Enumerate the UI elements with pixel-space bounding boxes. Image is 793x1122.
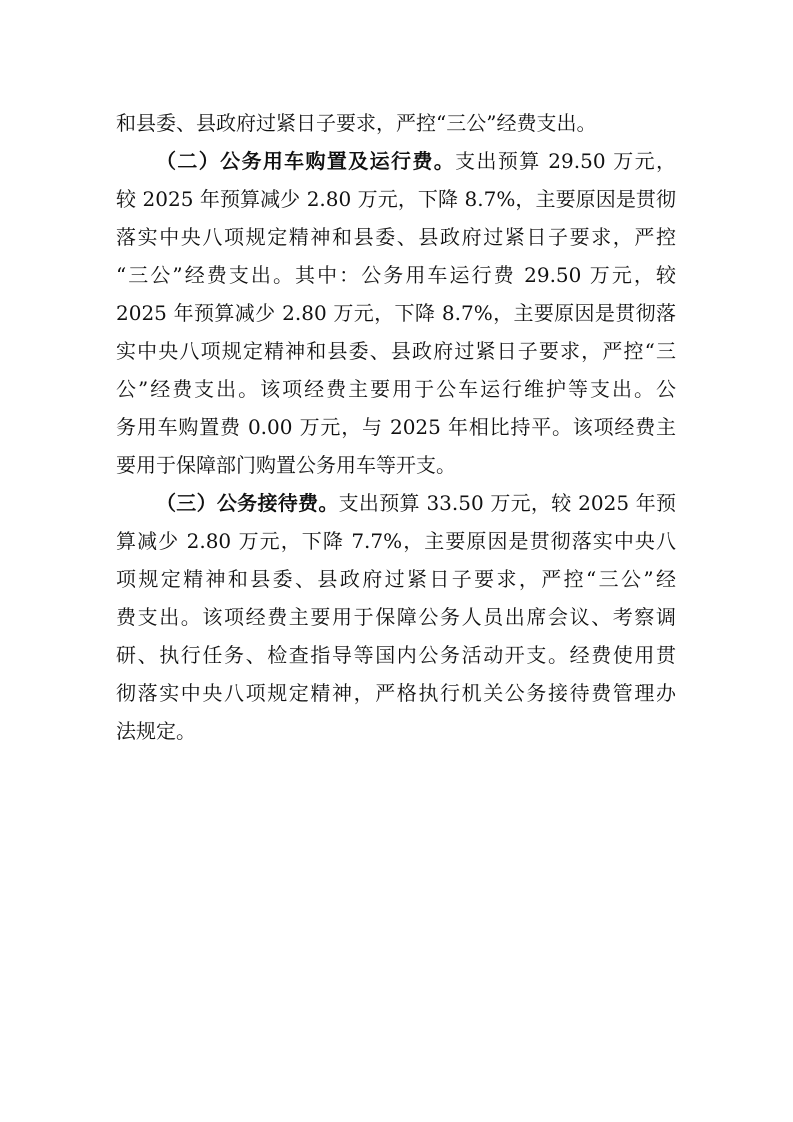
text-line: 实中央八项规定精神和县委、县政府过紧日子要求，严控“三 [116, 339, 676, 363]
text-line: 研、执行任务、检查指导等国内公务活动开支。经费使用贯 [116, 643, 676, 667]
text-line: 费支出。该项经费主要用于保障公务人员出席会议、考察调 [116, 605, 676, 629]
text-line: 要用于保障部门购置公务用车等开支。 [116, 453, 456, 477]
text-line [116, 484, 676, 522]
text-line: 法规定。 [116, 719, 196, 743]
text-line: 和县委、县政府过紧日子要求，严控“三公”经费支出。 [116, 111, 597, 135]
section-2-line-1: 支出预算 29.50 万元， [455, 149, 676, 173]
text-line: “三公”经费支出。其中：公务用车运行费 29.50 万元，较 [116, 263, 676, 287]
text-line: 2025 年预算减少 2.80 万元，下降 8.7%，主要原因是贯彻落 [116, 301, 676, 325]
section-3-heading: （三）公务接待费。 [156, 491, 339, 515]
text-line [116, 142, 676, 180]
text-line: 彻落实中央八项规定精神，严格执行机关公务接待费管理办 [116, 681, 676, 705]
section-2-paragraph [116, 142, 676, 484]
text-line: 务用车购置费 0.00 万元，与 2025 年相比持平。该项经费主 [116, 415, 676, 439]
intro-paragraph-tail [116, 104, 676, 142]
text-line: 较 2025 年预算减少 2.80 万元，下降 8.7%，主要原因是贯彻 [116, 187, 676, 211]
section-3-line-1: 支出预算 33.50 万元，较 2025 年预 [338, 491, 676, 515]
section-3-paragraph [116, 484, 676, 750]
text-line: 算减少 2.80 万元，下降 7.7%，主要原因是贯彻落实中央八 [116, 529, 676, 553]
text-line: 公”经费支出。该项经费主要用于公车运行维护等支出。公 [116, 377, 676, 401]
section-2-heading: （二）公务用车购置及运行费。 [156, 149, 456, 173]
text-line: 项规定精神和县委、县政府过紧日子要求，严控“三公”经 [116, 567, 676, 591]
text-line: 落实中央八项规定精神和县委、县政府过紧日子要求，严控 [116, 225, 676, 249]
